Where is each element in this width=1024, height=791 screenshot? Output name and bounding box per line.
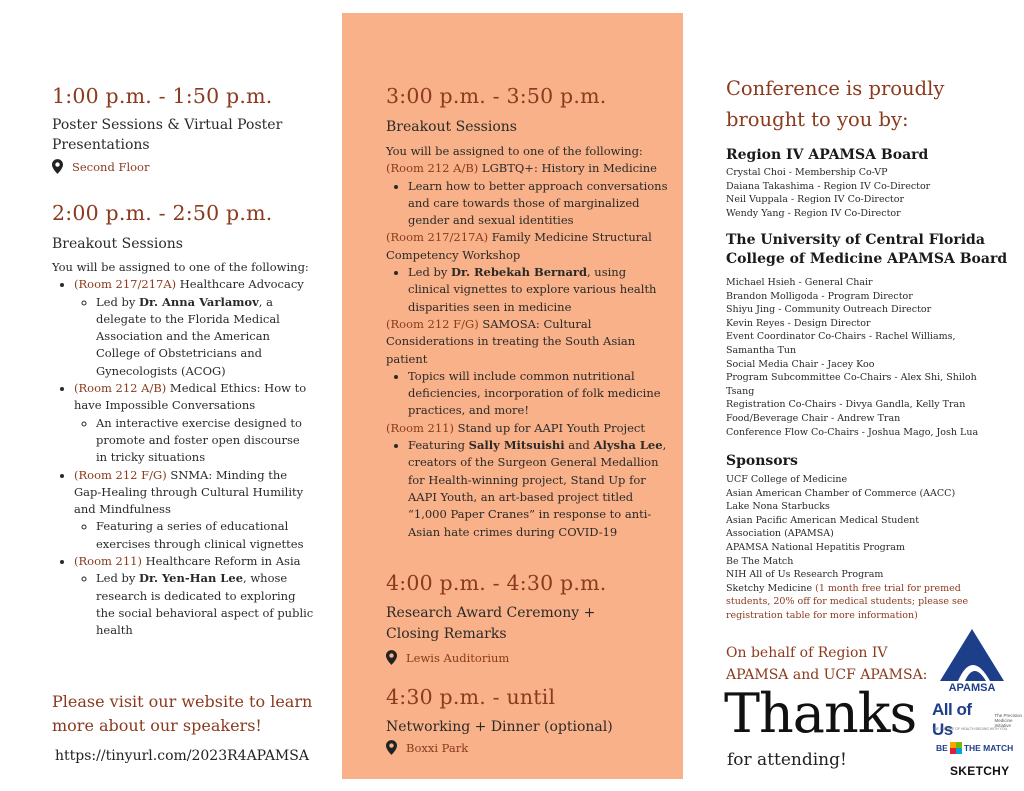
board-title: Region IV APAMSA Board [726,147,929,163]
list-item: • (Room 211) Healthcare Reform in Asia ◦ Led by Dr. Yen-Han Lee, whose research is dedicated to exploring the social behavioral aspect of public health [74,553,314,639]
website-prompt: Please visit our website to learn more about our speakers! [52,692,313,735]
sponsor-line: APAMSA National Hepatitis Program [726,541,905,553]
list-item: (Room 211) Stand up for AAPI Youth Project [386,420,645,435]
session-location [386,650,509,665]
list-item-detail: ◦ Led by Dr. Anna Varlamov, a delegate to the Florida Medical Association and the American College of Obstetricians and Gynecologists (ACOG) [96,294,314,380]
member-line: Neil Vuppala - Region IV Co-Director [726,194,904,206]
sketchy-logo: SKETCHY [950,764,1010,778]
session-intro: You will be assigned to one of the following: [386,144,643,158]
member-line: Wendy Yang - Region IV Co-Director [726,207,901,219]
session-time: 1:00 p.m. - 1:50 p.m. [52,84,273,108]
member-line: Conference Flow Co-Chairs - Joshua Mago, Josh Lua [726,426,979,438]
list-item-detail: ◦ An interactive exercise designed to promote and foster open discourse in tricky situations [96,415,314,467]
credits-header: Conference is proudly brought to you by: [726,77,945,131]
board-members [726,166,1011,220]
session-title: Breakout Sessions [52,236,183,252]
member-line: Kevin Reyes - Design Director [726,317,871,329]
list-item-detail: • Led by Dr. Rebekah Bernard, using clinical vignettes to explore various health disparities seen in medicine [408,264,669,316]
bethematch-puzzle-icon [950,742,962,754]
apamsa-wordmark: APAMSA [948,682,996,694]
sponsor-line: Sketchy Medicine (1 month free trial for premed students, 20% off for medical students; please see registration table for more information) [726,582,969,621]
session-time: 4:30 p.m. - until [386,685,556,709]
session-intro: You will be assigned to one of the following: [52,260,309,274]
list-item-detail: ◦ Featuring a series of educational exercises through clinical vignettes [96,518,314,553]
session-time: 4:00 p.m. - 4:30 p.m. [386,571,607,595]
sponsor-line: Asian American Chamber of Commerce (AACC) [726,487,956,499]
sponsor-line: UCF College of Medicine [726,474,848,485]
list-item: • (Room 212 F/G) SNMA: Minding the Gap-Healing through Cultural Humility and Mindfulness ◦ Featuring a series of educational exercises through clinical vignettes [74,467,314,553]
member-line: Crystal Choi - Membership Co-VP [726,167,888,178]
sponsors-list [726,473,971,623]
location-pin-icon [386,740,397,755]
session-title: Breakout Sessions [386,119,517,135]
allofus-tagline: THE FUTURE OF HEALTH BEGINS WITH YOU [932,727,1008,731]
behalf-text: On behalf of Region IV APAMSA and UCF APAMSA: [726,645,928,683]
member-line: Daiana Takashima - Region IV Co-Director [726,180,931,192]
location-text: Lewis Auditorium [406,650,510,665]
list-item: • (Room 217/217A) Healthcare Advocacy ◦ Led by Dr. Anna Varlamov, a delegate to the Florida Medical Association and the American College of Obstetricians and Gynecologists (ACOG) [74,276,314,380]
board-title: The University of Central Florida College of Medicine APAMSA Board [726,232,1008,267]
bethematch-match: THE MATCH [963,743,1014,753]
member-line: Michael Hsieh - General Chair [726,277,873,288]
list-item-detail: ◦ Led by Dr. Yen-Han Lee, whose research is dedicated to exploring the social behavioral aspect of public health [96,570,314,639]
session-title: Networking + Dinner (optional) [386,719,613,735]
session-title: Research Award Ceremony + Closing Remarks [386,605,596,642]
location-pin-icon [52,159,63,174]
list-item: (Room 212 A/B) LGBTQ+: History in Medicine [386,161,657,176]
session-location [386,740,468,755]
member-line: Program Subcommittee Co-Chairs - Alex Shi, Shiloh Tsang [726,372,977,397]
sponsors-title: Sponsors [726,453,798,469]
location-text: Boxxi Park [406,740,469,755]
list-item-detail: • Topics will include common nutritional deficiencies, incorporation of folk medicine practices, and more! [408,368,669,420]
list-item: (Room 212 F/G) SAMOSA: Cultural Considerations in treating the South Asian patient [386,316,636,366]
list-item: (Room 217/217A) Family Medicine Structural Competency Workshop [386,230,652,262]
member-line: Shiyu Jing - Community Outreach Director [726,304,932,316]
member-line: Registration Co-Chairs - Divya Gandla, Kelly Tran [726,399,966,411]
location-pin-icon [386,650,397,665]
bethematch-be: BE [936,743,948,753]
bethematch-logo [936,742,1013,754]
session-time: 2:00 p.m. - 2:50 p.m. [52,201,273,225]
breakout-list [52,276,314,639]
column-middle [342,13,683,779]
sponsor-line: NIH All of Us Research Program [726,569,884,581]
session-list [52,259,314,640]
member-line: Food/Beverage Chair - Andrew Tran [726,412,901,424]
sponsor-line: Lake Nona Starbucks [726,501,830,513]
sponsor-line: Asian Pacific American Medical Student Association (APAMSA) [726,514,920,540]
thanks-heading: Thanks [724,682,917,745]
session-list [386,143,669,541]
session-time: 3:00 p.m. - 3:50 p.m. [386,84,607,108]
board-members [726,276,981,439]
allofus-wordmark: All of Us [932,700,972,739]
session-title: Poster Sessions & Virtual Poster Presentations [52,117,283,153]
sponsor-line: Be The Match [726,555,794,567]
session-location [52,159,149,174]
member-line: Brandon Molligoda - Program Director [726,290,913,302]
location-text: Second Floor [72,159,150,174]
website-link[interactable]: https://tinyurl.com/2023R4APAMSA [55,748,309,764]
list-item-detail: • Learn how to better approach conversations and care towards those of marginalized gender and sexual identities [408,178,669,230]
list-item: • (Room 212 A/B) Medical Ethics: How to have Impossible Conversations ◦ An interactive exercise designed to promote and foster open discourse in tricky situations [74,380,314,466]
member-line: Event Coordinator Co-Chairs - Rachel Williams, Samantha Tun [726,331,956,356]
member-line: Social Media Chair - Jacey Koo [726,358,875,370]
apamsa-logo [932,627,1012,695]
attending-text: for attending! [727,750,847,770]
allofus-subtitle: The Precision Medicine Initiative [994,712,1022,728]
list-item-detail: • Featuring Sally Mitsuishi and Alysha Lee, creators of the Surgeon General Medallion for Health-winning project, Stand Up for AAPI Youth, an art-based project titled “1,000 Paper Cranes” in response to anti-Asian hate crimes during COVID-19 [408,437,669,541]
